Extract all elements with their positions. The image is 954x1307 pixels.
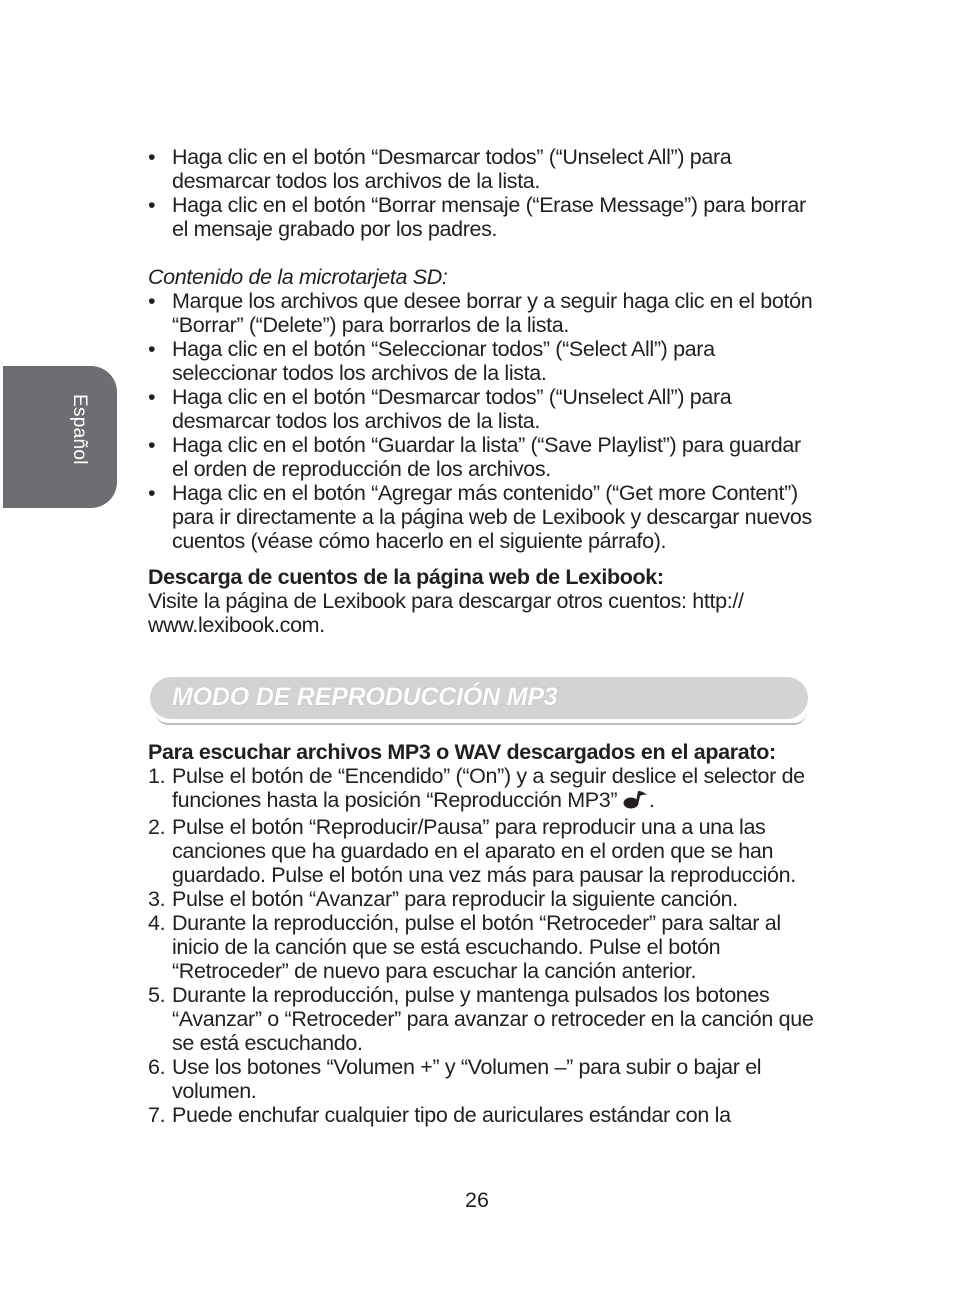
sd-section-label: Contenido de la microtarjeta SD: bbox=[148, 265, 448, 289]
list-item: • Haga clic en el botón “Seleccionar todos” (“Select All”) para seleccionar todos los archivos de la lista. bbox=[148, 337, 715, 385]
download-text: Visite la página de Lexibook para descargar otros cuentos: http:// www.lexibook.com. bbox=[148, 589, 744, 637]
mp3-steps bbox=[148, 764, 818, 1127]
list-item: • Haga clic en el botón “Borrar mensaje (“Erase Message”) para borrar el mensaje grabado por los padres. bbox=[148, 193, 806, 241]
download-heading: Descarga de cuentos de la página web de Lexibook: bbox=[148, 565, 664, 589]
mp3-heading: Para escuchar archivos MP3 o WAV descargados en el aparato: bbox=[148, 740, 776, 764]
language-tab bbox=[3, 366, 117, 508]
list-item: 5. Durante la reproducción, pulse y mantenga pulsados los botones “Avanzar” o “Retroceder” para avanzar o retroceder en la canción que se está escuchando. bbox=[148, 983, 814, 1055]
list-item: 2. Pulse el botón “Reproducir/Pausa” para reproducir una a una las canciones que ha guardado en el aparato en el orden que se han guardado. Pulse el botón una vez más para pausar la reproducción. bbox=[148, 815, 796, 887]
sd-bullet-list bbox=[148, 289, 818, 553]
list-item: • Marque los archivos que desee borrar y a seguir haga clic en el botón “Borrar” (“Delete”) para borrarlos de la lista. bbox=[148, 289, 813, 337]
banner-underline bbox=[156, 713, 806, 725]
list-item: • Haga clic en el botón “Desmarcar todos” (“Unselect All”) para desmarcar todos los archivos de la lista. bbox=[148, 385, 732, 433]
list-item: • Haga clic en el botón “Guardar la lista” (“Save Playlist”) para guardar el orden de reproducción de los archivos. bbox=[148, 433, 801, 481]
list-item: 7. Puede enchufar cualquier tipo de auriculares estándar con la bbox=[148, 1103, 731, 1127]
list-item: 4. Durante la reproducción, pulse el botón “Retroceder” para saltar al inicio de la canción que se está escuchando. Pulse el botón “Retroceder” de nuevo para escuchar la canción anterior. bbox=[148, 911, 781, 983]
list-item: 6. Use los botones “Volumen +” y “Volumen –” para subir o bajar el volumen. bbox=[148, 1055, 762, 1103]
page-number: 26 bbox=[465, 1188, 489, 1212]
top-bullet-list bbox=[148, 145, 818, 241]
upper-content bbox=[148, 145, 818, 637]
list-item: 1. Pulse el botón de “Encendido” (“On”) y a seguir deslice el selector de funciones hasta la posición “Reproducción MP3” . bbox=[148, 764, 818, 815]
banner-title: MODO DE REPRODUCCIÓN MP3 bbox=[172, 683, 558, 711]
list-item: 3. Pulse el botón “Avanzar” para reproducir la siguiente canción. bbox=[148, 887, 738, 911]
list-item: • Haga clic en el botón “Agregar más contenido” (“Get more Content”) para ir directamente a la página web de Lexibook y descargar nuevos cuentos (véase cómo hacerlo en el siguiente párrafo). bbox=[148, 481, 812, 553]
mp3-section bbox=[148, 740, 818, 1127]
list-item: • Haga clic en el botón “Desmarcar todos” (“Unselect All”) para desmarcar todos los archivos de la lista. bbox=[148, 145, 732, 193]
section-banner bbox=[150, 677, 808, 723]
language-tab-label: Español bbox=[69, 394, 90, 465]
music-note-icon bbox=[623, 788, 649, 815]
